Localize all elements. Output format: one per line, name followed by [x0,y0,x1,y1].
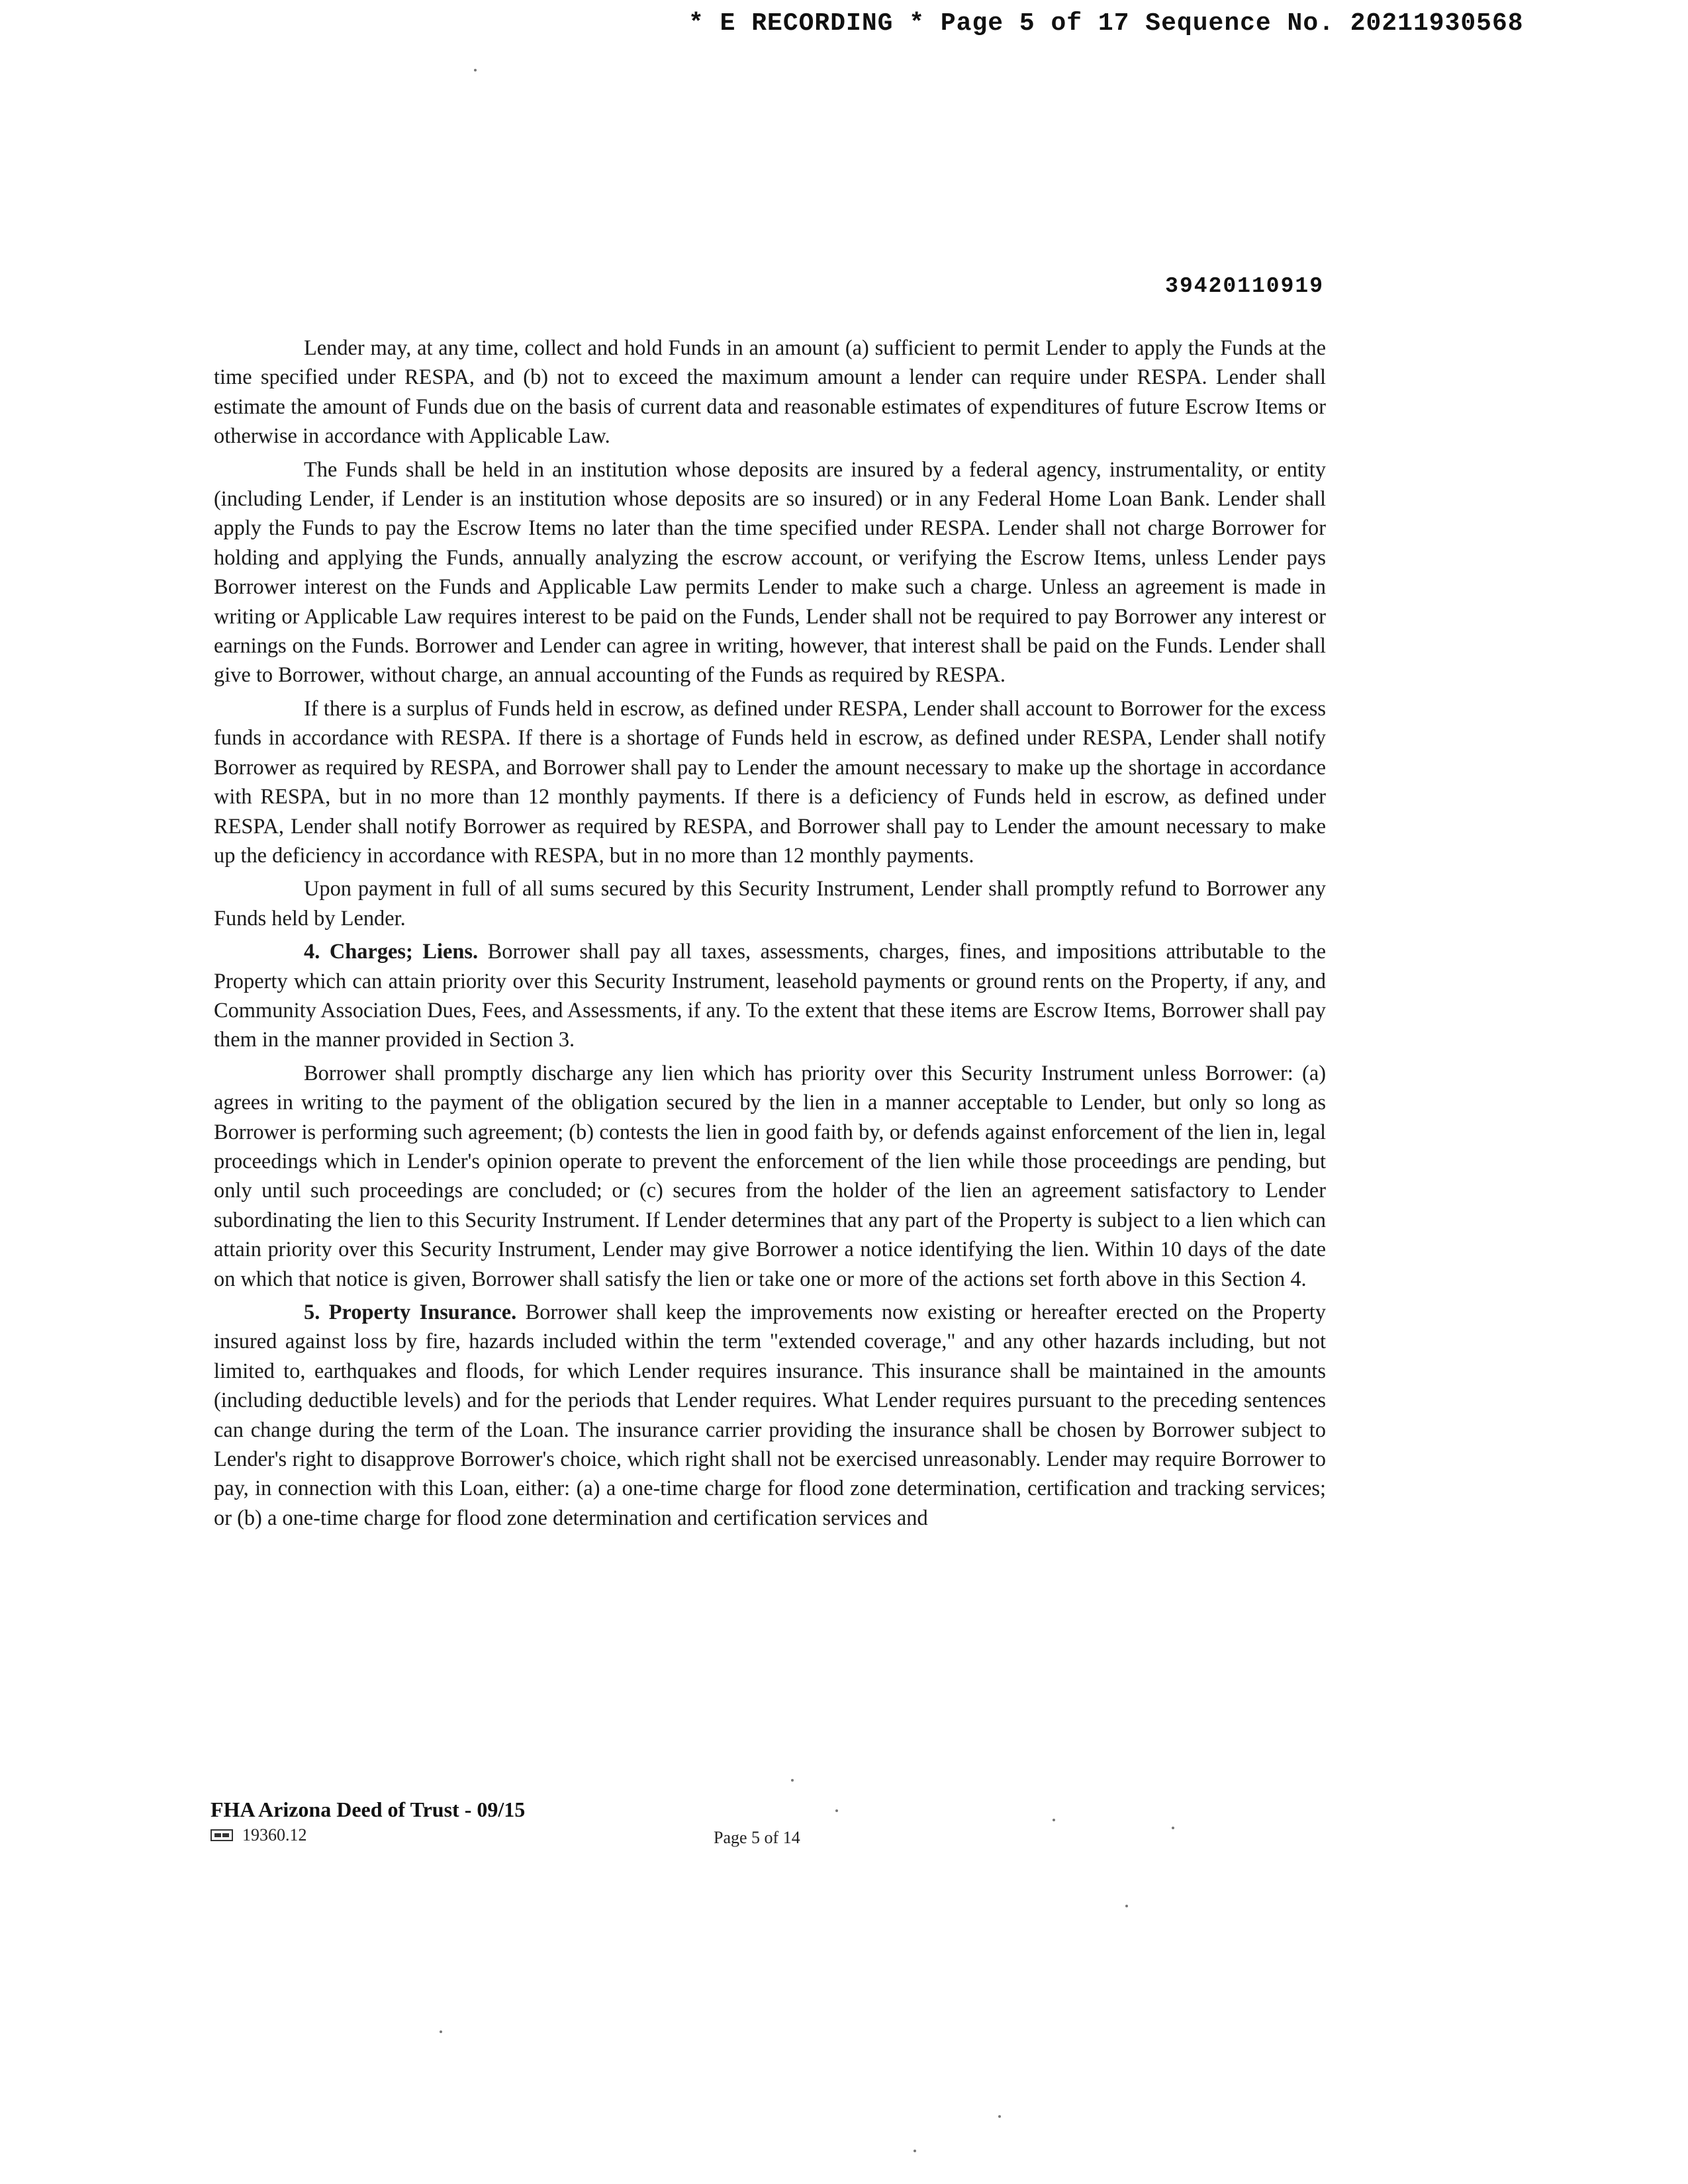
paragraph-text: Upon payment in full of all sums secured by this Security Instrument, Lender shall promptly refund to Borrower any Funds held by Lender. [214,877,1326,931]
paragraph-discharge-lien [214,1059,1326,1294]
scan-speck [791,1779,794,1782]
paragraph-surplus-shortage [214,694,1326,870]
paragraph-text: Borrower shall keep the improvements now existing or hereafter erected on the Property insured against loss by fire, hazards included within the term "extended coverage," and any other hazards including, but not limited to, earthquakes and floods, for which Lender requires insurance. This insurance shall be maintained in the amounts (including deductible levels) and for the periods that Lender requires. What Lender requires pursuant to the preceding sentences can change during the term of the Loan. The insurance carrier providing the insurance shall be chosen by Borrower subject to Lender's right to disapprove Borrower's choice, which right shall not be exercised unreasonably. Lender may require Borrower to pay, in connection with this Loan, either: (a) a one-time charge for flood zone determination, certification and tracking services; or (b) a one-time charge for flood zone determination and certification services and [214,1300,1326,1530]
scan-speck [835,1809,838,1812]
loan-number: 39420110919 [1165,274,1324,298]
document-body [214,334,1326,1537]
section-5-property-insurance [214,1298,1326,1533]
section-4-charges-liens [214,937,1326,1055]
paragraph-text: Borrower shall pay all taxes, assessments, charges, fines, and impositions attributable to the Property which can attain priority over this Security Instrument, leasehold payments or ground rents on the Property, if any, and Community Association Dues, Fees, and Assessments, if any. To the extent that these items are Escrow Items, Borrower shall pay them in the manner provided in Section 3. [214,940,1326,1052]
form-number: 19360.12 [242,1825,307,1844]
scan-speck [1053,1819,1055,1821]
paragraph-text: Lender may, at any time, collect and hold Funds in an amount (a) sufficient to permit Lender to apply the Funds at the time specified under RESPA, and (b) not to exceed the maximum amount a lender can require under RESPA. Lender shall estimate the amount of Funds due on the basis of current data and reasonable estimates of expenditures of future Escrow Items or otherwise in accordance with Applicable Law. [214,336,1326,449]
scan-speck [440,2030,442,2033]
scan-speck [998,2115,1001,2118]
paragraph-refund [214,874,1326,933]
paragraph-funds-collection [214,334,1326,451]
section-heading: 5. Property Insurance. [304,1300,517,1324]
recording-header: * E RECORDING * Page 5 of 17 Sequence No. 20211930568 [688,9,1524,38]
paragraph-text: Borrower shall promptly discharge any lien which has priority over this Security Instrument unless Borrower: (a) agrees in writing to the payment of the obligation secured by the lien in a manner acceptable to Lender, but only so long as Borrower is performing such agreement; (b) contests the lien in good faith by, or defends against enforcement of the lien in, legal proceedings which in Lender's opinion operate to prevent the enforcement of the lien while those proceedings are pending, but only until such proceedings are concluded; or (c) secures from the holder of the lien an agreement satisfactory to Lender subordinating the lien to this Security Instrument. If Lender determines that any part of the Property is subject to a lien which can attain priority over this Security Instrument, Lender may give Borrower a notice identifying the lien. Within 10 days of the date on which that notice is given, Borrower shall satisfy the lien or take one or more of the actions set forth above in this Section 4. [214,1061,1326,1291]
scan-speck [1125,1905,1128,1907]
scan-speck [1172,1827,1174,1829]
scan-speck [914,2150,916,2152]
paragraph-text: The Funds shall be held in an institution whose deposits are insured by a federal agency, instrumentality, or entity (including Lender, if Lender is an institution whose deposits are so insured) or in any Federal Home Loan Bank. Lender shall apply the Funds to pay the Escrow Items no later than the time specified under RESPA. Lender shall not charge Borrower for holding and applying the Funds, annually analyzing the escrow account, or verifying the Escrow Items, unless Lender pays Borrower interest on the Funds and Applicable Law permits Lender to make such a charge. Unless an agreement is made in writing or Applicable Law requires interest to be paid on the Funds, Lender shall not be required to pay Borrower any interest or earnings on the Funds. Borrower and Lender can agree in writing, however, that interest shall be paid on the Funds. Lender shall give to Borrower, without charge, an annual accounting of the Funds as required by RESPA. [214,457,1326,688]
page-number: Page 5 of 14 [714,1828,800,1847]
form-title: FHA Arizona Deed of Trust - 09/15 [211,1797,526,1821]
section-heading: 4. Charges; Liens. [304,940,479,964]
form-logo-icon [211,1829,233,1841]
form-number-row [211,1825,307,1845]
paragraph-text: If there is a surplus of Funds held in escrow, as defined under RESPA, Lender shall account to Borrower for the excess funds in accordance with RESPA. If there is a shortage of Funds held in escrow, as defined under RESPA, Lender shall notify Borrower as required by RESPA, and Borrower shall pay to Lender the amount necessary to make up the shortage in accordance with RESPA, but in no more than 12 monthly payments. If there is a deficiency of Funds held in escrow, as defined under RESPA, Lender shall notify Borrower as required by RESPA, and Borrower shall pay to Lender the amount necessary to make up the deficiency in accordance with RESPA, but in no more than 12 monthly payments. [214,696,1326,868]
scan-speck [474,69,477,71]
paragraph-funds-held [214,455,1326,690]
